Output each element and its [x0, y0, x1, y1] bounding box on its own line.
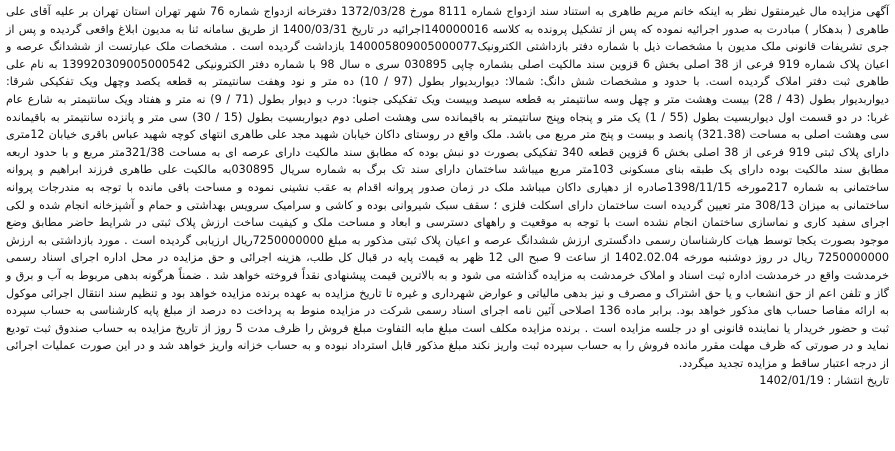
publish-date-label: تاریخ انتشار : — [827, 374, 889, 388]
publish-date-line — [6, 372, 889, 390]
publish-date-value: 1402/01/19 — [759, 374, 824, 388]
notice-body-text: آگهی مزایده مال غیرمنقول نظر به اینکه خانم مریم طاهری به استناد سند ازدواج شماره 8111 مورخ 1372/03/28 دفترخانه ازدواج شماره 76 شهر تهران استان تهران بر علیه آقای علی طاهری ( بدهکار ) مبادرت به صدور اجرائیه نموده که پس از تشکیل پرونده به کلاسه 140000016اجرائیه در تاریخ 1400/03/31 از طریق سامانه ثنا به مدیون ابلاغ واقعی گردیده و پس از جری تشریفات قانونی ملک مدیون با مشخصات ذیل با شماره دفتر بازداشتی الکترونیک140005809005000077 بازداشت گردیده است . مشخصات ملک عبارتست از ششدانگ عرصه و اعیان پلاک شماره 919 فرعی از 38 اصلی بخش 6 قزوین سند مالکیت اصلی بشماره چاپی 030895 سری ه سال 98 با شماره دفتر الکترونیکی 139920309005000542 به نام علی طاهری ثبت دفتر املاک گردیده است. با حدود و مشخصات شش دانگ: شمالا: دیواربدیوار بطول (97 / 10) ده متر و نود وهفت سانتیمتر به قطعه یکصد وچهل ویک تفکیکی شرقا: دیواربدیوار بطول (43 / 28) بیست وهشت متر و چهل وسه سانتیمتر به قطعه سیصد وبیست ویک تفکیکی جنوبا: درب و دیوار بطول (71 / 9) نه متر و هفتاد ویک سانتیمتر به شارع عام غربا: در دو قسمت اول دیواربسیت بطول (55 / 1) یک متر و پنجاه وپنج سانتیمتر به باقیمانده سی وهشت اصلی دوم دیواربسیت بطول (15 / 30) سی متر و پانزده سانتیمتر به باقیمانده سی وهشت اصلی به مساحت (321.38) پانصد و بیست و پنج متر مربع می باشد. ملک واقع در روستای داکان خیابان شهید مجد علی طاهری انتهای کوچه شهید عباس باقری خیابان 12متری دارای پلاک ثبتی 919 فرعی از 38 اصلی بخش 6 قزوین قطعه 340 تفکیکی بصورت دو نبش بوده که مطابق سند مالکیت دارای عرصه ای به مساحت 321/38متر مربع و با حدود اربعه مطابق سند مالکیت بوده دارای یک طبقه بنای مسکونی 103متر مربع میباشد ساختمان دارای سند تک برگ به شماره سریال 030895به مالکیت علی طاهری فرزند ابراهیم و پروانه ساختمانی به شماره 217مورخه 1398/11/15صادره از دهیاری داکان میباشد ملک در زمان صدور پروانه اقدام به عقب نشینی نموده و مساحت باقی مانده با توجه به مندرجات پروانه ساختمانی به میزان 308/13 متر تعیین گردیده است ساختمان دارای اسکلت فلزی ؛ سقف سبک شیروانی بوده و کاشی و سرامیک سرویس بهداشتی و حمام و آشپزخانه انجام شده و لکی اجرای سفید کاری و نماسازی ساختمان انجام نشده است با توجه به موقعیت و راههای دسترسی و ابعاد و مساحت ملک و کیفیت ساخت ارزش پلاک ثبتی در شرایط حاضر مطابق وضع موجود بصورت یکجا توسط هیات کارشناسان رسمی دادگستری ارزش ششدانگ عرصه و اعیان پلاک ثبتی مذکور به مبلغ 7250000000ریال ارزیابی گردیده است . مورد بازداشتی به ارزش 7250000000 ریال در روز دوشنبه مورخه 1402.02.04 از ساعت 9 صبح الی 12 ظهر به قیمت پایه در قبال کل طلب، هزینه اجرائی و حق مزایده در محل اداره اجرای اسناد رسمی خرمدشت واقع در خرمدشت اداره ثبت اسناد و املاک خرمدشت به مزایده گذاشته می شود و به بالاترین قیمت پیشنهادی نقداً فروخته خواهد شد . ضمناً هرگونه بدهی مربوط به آب و برق و گاز و تلفن اعم از حق انشعاب و یا حق اشتراک و مصرف و نیز بدهی مالیاتی و عوارض شهرداری و غیره تا تاریخ مزایده به عهده برنده مزایده خواهد بود و تنظیم سند انتقال اجرائی موکول به ارائه مفاصا حساب های مذکور خواهد بود. برابر ماده 136 اصلاحی آئین نامه اجرای اسناد رسمی شرکت در مزایده منوط به پرداخت ده درصد از مبلغ پایه کارشناسی به حساب سپرده ثبت و حضور خریدار یا نماینده قانونی او در جلسه مزایده است . برنده مزایده مکلف است مبلغ مابه التفاوت مبلغ فروش را ظرف مدت 5 روز از تاریخ مزایده به حساب صندوق ثبت تودیع نماید و در صورتی که ظرف مهلت مقرر مانده فروش را به حساب سپرده ثبت واریز نکند مبلغ مذکور قابل استرداد نبوده و به حساب خزانه واریز خواهد شد و در این صورت عملیات اجرائی از درجه اعتبار ساقط و مزایده تجدید میگردد. — [6, 5, 890, 370]
